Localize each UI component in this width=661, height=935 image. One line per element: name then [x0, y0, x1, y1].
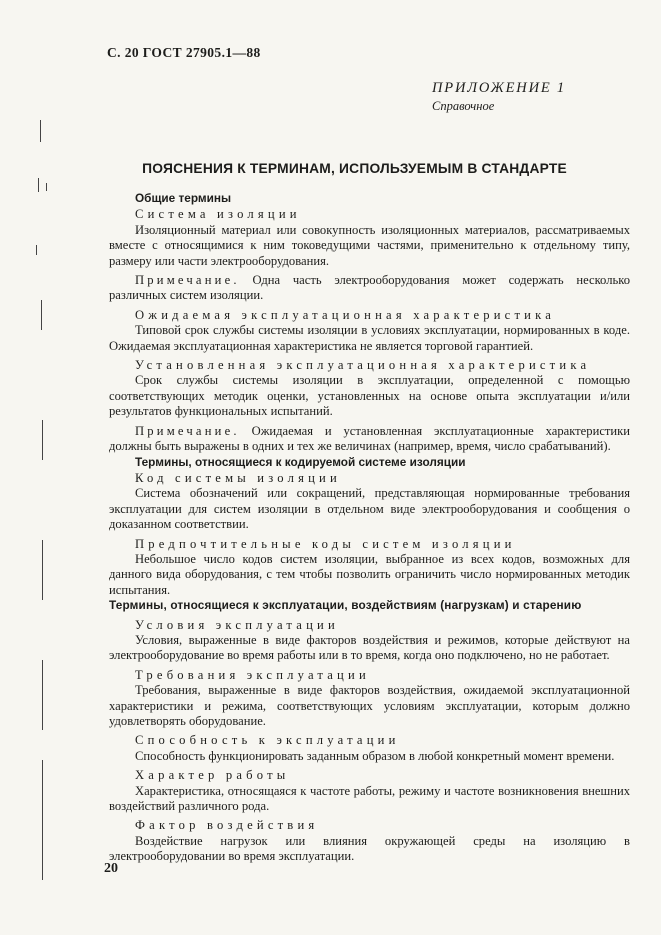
note-label: Примечание.: [135, 273, 240, 288]
term-definition: Требования, выраженные в виде факторов воздействия, ожидаемой эксплуатационной характеристики и режима, соответствующих условиям эксплуатации, которым должно удовлетворять оборудование.: [109, 683, 630, 728]
scan-mark: [36, 245, 37, 255]
section-heading-operation: Термины, относящиеся к эксплуатации, воздействиям (нагрузкам) и старению: [109, 598, 582, 613]
document-body: [109, 191, 630, 865]
section-heading-coded: Термины, относящиеся к кодируемой системе изоляции: [135, 454, 466, 469]
term-heading: Код системы изоляции: [135, 470, 341, 485]
page-title: ПОЯСНЕНИЯ К ТЕРМИНАМ, ИСПОЛЬЗУЕМЫМ В СТАНДАРТЕ: [142, 161, 567, 176]
term-heading: Характер работы: [135, 768, 290, 783]
scan-mark: [42, 760, 43, 880]
scan-mark: [40, 120, 41, 142]
scan-mark: [42, 420, 43, 460]
term-heading: Система изоляции: [135, 207, 301, 222]
page-header: С. 20 ГОСТ 27905.1—88: [107, 45, 261, 60]
page-number: 20: [104, 861, 118, 876]
scan-mark: [41, 300, 42, 330]
term-heading: Способность к эксплуатации: [135, 733, 400, 748]
term-definition: Срок службы системы изоляции в эксплуатации, определенной с помощью соответствующих методик оценки, установленных на основе опыта эксплуатации и/или результатов функциональных испытаний.: [109, 373, 630, 419]
term-definition: Небольшое число кодов систем изоляции, выбранное из всех кодов, возможных для данного вида оборудования, с тем чтобы позволить ограничить число нормированных методик испытания.: [109, 551, 630, 597]
scan-mark: [38, 178, 39, 192]
note-label: Примечание.: [135, 423, 240, 438]
term-heading: Требования эксплуатации: [135, 667, 370, 682]
term-heading: Условия эксплуатации: [135, 617, 339, 632]
term-heading: Установленная эксплуатационная характеристика: [135, 358, 591, 373]
term-definition: Типовой срок службы системы изоляции в условиях эксплуатации, нормированных в коде. Ожидаемая эксплуатационная характеристика не является торговой гарантией.: [109, 323, 630, 353]
term-definition: Способность функционировать заданным образом в любой конкретный момент времени.: [135, 748, 615, 763]
term-definition: Воздействие нагрузок или влияния окружающей среды на изоляцию в электрооборудовании во время эксплуатации.: [109, 833, 630, 864]
term-note: [109, 273, 630, 304]
term-heading: Фактор воздействия: [135, 818, 319, 833]
term-heading: Предпочтительные коды систем изоляции: [135, 536, 516, 551]
term-definition: Изоляционный материал или совокупность изоляционных материалов, рассматриваемых вместе с относящимися к ним токоведущими частями, применительно к отдельному типу, размеру или части электрооборудования.: [109, 222, 630, 268]
scan-mark: [46, 183, 47, 191]
term-definition: Система обозначений или сокращений, представляющая нормированные требования эксплуатации для систем изоляции в отдельном виде электрооборудования и сообщения о доказанном соответствии.: [109, 486, 630, 532]
note-text: Ожидаемая и установленная эксплуатационные характеристики должны быть выражены в одних и тех же величинах (например, время, число срабатываний).: [109, 423, 631, 454]
term-note: [109, 424, 630, 455]
scan-mark: [42, 660, 43, 730]
appendix-label: [432, 80, 566, 114]
term-heading: Ожидаемая эксплуатационная характеристика: [135, 307, 556, 322]
appendix-subtitle: Справочное: [432, 99, 495, 113]
term-definition: Характеристика, относящаяся к частоте работы, режиму и частоте возникновения внешних воздействий различного рода.: [109, 783, 630, 814]
section-heading-general: Общие термины: [135, 191, 232, 205]
appendix-title: ПРИЛОЖЕНИЕ 1: [432, 80, 566, 96]
term-definition: Условия, выраженные в виде факторов воздействия и режимов, которые действуют на электрооборудование во время работы или в то время, когда оно подключено, но не работает.: [109, 632, 630, 663]
scan-mark: [42, 540, 43, 600]
note-text: Одна часть электрооборудования может содержать несколько различных систем изоляции.: [109, 273, 630, 303]
